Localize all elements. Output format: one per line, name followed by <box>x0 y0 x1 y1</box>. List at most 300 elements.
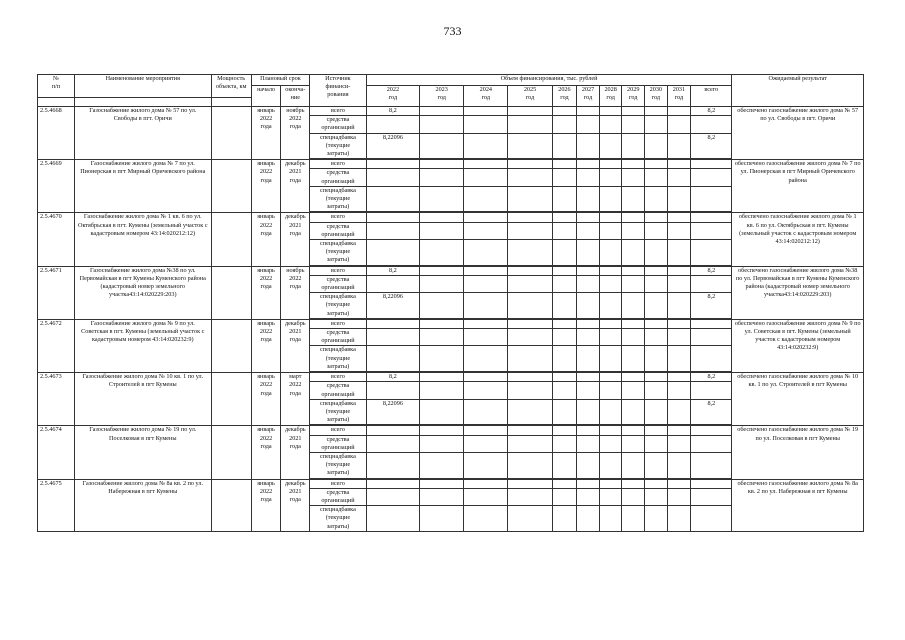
value-year-cell <box>552 435 577 452</box>
value-year-cell <box>508 373 552 382</box>
value-year-cell <box>645 133 668 159</box>
value-year-cell <box>577 160 600 169</box>
value-year-cell <box>420 329 464 346</box>
row-end: декабрь 2021 года <box>281 213 310 266</box>
header-source: Источник финанси- рования <box>310 75 366 107</box>
value-year-cell <box>366 382 419 399</box>
value-year-cell <box>508 275 552 292</box>
value-year-cell <box>464 329 508 346</box>
value-year-cell <box>366 169 419 186</box>
row-end: декабрь 2021 года <box>281 319 310 372</box>
value-year-cell <box>420 435 464 452</box>
value-2022-special <box>366 506 419 532</box>
value-year-cell <box>667 426 691 435</box>
value-year-cell <box>366 222 419 239</box>
value-year-cell <box>508 240 552 266</box>
value-year-cell <box>464 373 508 382</box>
value-2022-total: 8,2 <box>366 266 419 275</box>
row-num: 2.5.4675 <box>38 479 75 532</box>
row-result: обеспечено газоснабжение жилого дома № 7 по ул. Пионерская в пгт Мирный Оричевского района <box>732 160 864 213</box>
row-end: декабрь 2021 года <box>281 160 310 213</box>
value-year-cell <box>420 506 464 532</box>
value-year-cell <box>464 382 508 399</box>
value-sum-total: 8,2 <box>691 107 732 116</box>
value-year-cell <box>464 169 508 186</box>
value-year-cell <box>645 213 668 222</box>
source-total: всего <box>310 160 366 169</box>
table-header <box>38 75 864 107</box>
value-2022-special <box>366 240 419 266</box>
value-year-cell <box>622 346 645 372</box>
value-year-cell <box>464 426 508 435</box>
value-year-cell <box>667 382 691 399</box>
value-year-cell <box>645 426 668 435</box>
value-year-cell <box>599 329 622 346</box>
value-year-cell <box>691 435 732 452</box>
value-year-cell <box>577 488 600 505</box>
value-year-cell <box>552 426 577 435</box>
value-year-cell <box>622 506 645 532</box>
row-name: Газоснабжение жилого дома № 7 по ул. Пионерская в пгт Мирный Оричевского района <box>74 160 211 213</box>
value-2022-total: 8,2 <box>366 107 419 116</box>
row-num: 2.5.4670 <box>38 213 75 266</box>
value-year-cell <box>667 329 691 346</box>
value-year-cell <box>667 488 691 505</box>
source-special: спецнадбавка (текущие затраты) <box>310 452 366 478</box>
value-year-cell <box>645 186 668 212</box>
value-year-cell <box>622 293 645 319</box>
value-year-cell <box>508 435 552 452</box>
value-year-cell <box>552 116 577 133</box>
value-2022-special <box>366 186 419 212</box>
row-end: ноябрь 2022 года <box>281 107 310 160</box>
value-year-cell <box>645 116 668 133</box>
source-total: всего <box>310 266 366 275</box>
value-year-cell <box>599 116 622 133</box>
header-year-2024: 2024 год <box>464 86 508 107</box>
value-year-cell <box>464 186 508 212</box>
value-year-cell <box>552 452 577 478</box>
source-org: средства организаций <box>310 329 366 346</box>
value-year-cell <box>645 275 668 292</box>
value-2022-total <box>366 426 419 435</box>
row-end: декабрь 2021 года <box>281 426 310 479</box>
value-year-cell <box>645 266 668 275</box>
value-year-cell <box>645 382 668 399</box>
table-row <box>38 319 864 328</box>
value-year-cell <box>691 488 732 505</box>
value-year-cell <box>552 329 577 346</box>
value-year-cell <box>508 107 552 116</box>
value-year-cell <box>552 133 577 159</box>
value-year-cell <box>622 426 645 435</box>
value-year-cell <box>622 275 645 292</box>
row-start: январь 2022 года <box>251 373 281 426</box>
value-sum-total <box>691 426 732 435</box>
row-name: Газоснабжение жилого дома № 57 по ул. Свободы в пгт. Оричи <box>74 107 211 160</box>
value-year-cell <box>599 240 622 266</box>
header-year-2026: 2026 год <box>552 86 577 107</box>
source-total: всего <box>310 107 366 116</box>
value-2022-total <box>366 160 419 169</box>
value-year-cell <box>599 160 622 169</box>
value-year-cell <box>464 452 508 478</box>
source-special: спецнадбавка (текущие затраты) <box>310 293 366 319</box>
value-year-cell <box>508 488 552 505</box>
value-year-cell <box>508 169 552 186</box>
value-year-cell <box>420 266 464 275</box>
row-num: 2.5.4669 <box>38 160 75 213</box>
row-capacity <box>211 160 251 213</box>
value-year-cell <box>645 488 668 505</box>
row-name: Газоснабжение жилого дома № 1 кв. 6 по ул. Октябрьская в пгт. Кумены (земельный участок с кадастровым номером 43:14:020212:12) <box>74 213 211 266</box>
value-year-cell <box>577 479 600 488</box>
value-year-cell <box>464 506 508 532</box>
value-year-cell <box>645 222 668 239</box>
source-org: средства организаций <box>310 169 366 186</box>
value-sum-total <box>691 319 732 328</box>
value-year-cell <box>577 222 600 239</box>
value-year-cell <box>599 213 622 222</box>
value-year-cell <box>420 186 464 212</box>
row-start: январь 2022 года <box>251 319 281 372</box>
header-year-2031: 2031 год <box>667 86 691 107</box>
value-year-cell <box>366 435 419 452</box>
value-year-cell <box>599 266 622 275</box>
value-sum-total: 8,2 <box>691 373 732 382</box>
value-year-cell <box>622 133 645 159</box>
value-year-cell <box>508 266 552 275</box>
row-start: январь 2022 года <box>251 426 281 479</box>
value-year-cell <box>464 213 508 222</box>
value-year-cell <box>464 240 508 266</box>
value-year-cell <box>366 329 419 346</box>
value-year-cell <box>599 426 622 435</box>
value-year-cell <box>667 107 691 116</box>
value-year-cell <box>599 293 622 319</box>
row-name: Газоснабжение жилого дома № 8а кв. 2 по ул. Набережная в пгт Кумены <box>74 479 211 532</box>
value-year-cell <box>420 373 464 382</box>
value-year-cell <box>420 222 464 239</box>
header-capacity: Мощность объекта, км <box>211 75 251 98</box>
value-year-cell <box>645 435 668 452</box>
header-year-2030: 2030 год <box>645 86 668 107</box>
row-capacity <box>211 213 251 266</box>
source-total: всего <box>310 373 366 382</box>
value-year-cell <box>622 169 645 186</box>
value-2022-special <box>366 452 419 478</box>
row-spacer <box>310 531 732 532</box>
value-year-cell <box>420 213 464 222</box>
value-year-cell <box>508 382 552 399</box>
value-year-cell <box>420 160 464 169</box>
value-sum-special: 8,2 <box>691 133 732 159</box>
value-year-cell <box>622 329 645 346</box>
value-year-cell <box>420 426 464 435</box>
value-year-cell <box>577 266 600 275</box>
value-year-cell <box>577 116 600 133</box>
value-sum-total <box>691 160 732 169</box>
table-row <box>38 373 864 382</box>
value-year-cell <box>464 275 508 292</box>
value-year-cell <box>599 222 622 239</box>
value-year-cell <box>599 435 622 452</box>
table-row <box>38 160 864 169</box>
value-year-cell <box>599 506 622 532</box>
header-result: Ожидаемый результат <box>732 75 864 107</box>
value-year-cell <box>645 399 668 425</box>
value-year-cell <box>464 488 508 505</box>
row-result: обеспечено газоснабжение жилого дома № 8а кв. 2 по ул. Набережная в пгт Кумены <box>732 479 864 532</box>
value-year-cell <box>420 452 464 478</box>
header-capacity-spacer <box>211 98 251 107</box>
value-year-cell <box>552 488 577 505</box>
value-year-cell <box>577 373 600 382</box>
header-total: всего <box>691 86 732 107</box>
value-year-cell <box>577 169 600 186</box>
value-year-cell <box>691 222 732 239</box>
value-year-cell <box>577 329 600 346</box>
value-year-cell <box>508 329 552 346</box>
value-year-cell <box>552 373 577 382</box>
value-year-cell <box>420 133 464 159</box>
row-result: обеспечено газоснабжение жилого дома № 9 по ул. Советская в пгт. Кумены (земельный участок с кадастровым номером 43:14:020232:9) <box>732 319 864 372</box>
row-num: 2.5.4668 <box>38 107 75 160</box>
value-year-cell <box>366 275 419 292</box>
value-year-cell <box>599 382 622 399</box>
value-year-cell <box>599 488 622 505</box>
value-year-cell <box>464 116 508 133</box>
value-year-cell <box>667 266 691 275</box>
header-name-spacer <box>74 98 211 107</box>
value-year-cell <box>645 319 668 328</box>
row-result: обеспечено газоснабжение жилого дома № 1 кв. 6 по ул. Октябрьская в пгт. Кумены (земельный участок с кадастровым номером 43:14:020212:12) <box>732 213 864 266</box>
value-year-cell <box>420 346 464 372</box>
value-year-cell <box>420 382 464 399</box>
value-year-cell <box>464 160 508 169</box>
value-year-cell <box>622 452 645 478</box>
value-year-cell <box>667 452 691 478</box>
value-year-cell <box>577 186 600 212</box>
source-special: спецнадбавка (текущие затраты) <box>310 506 366 532</box>
row-end: март 2022 года <box>281 373 310 426</box>
value-year-cell <box>667 293 691 319</box>
row-name: Газоснабжение жилого дома №38 по ул. Первомайская в пгт Кумены Куменского района (кадастровый номер земельного участка43:14:020229:203) <box>74 266 211 319</box>
value-year-cell <box>464 293 508 319</box>
row-capacity <box>211 373 251 426</box>
row-capacity <box>211 107 251 160</box>
value-year-cell <box>552 399 577 425</box>
value-year-cell <box>645 346 668 372</box>
value-2022-total <box>366 213 419 222</box>
value-year-cell <box>508 222 552 239</box>
source-org: средства организаций <box>310 116 366 133</box>
value-year-cell <box>622 488 645 505</box>
value-year-cell <box>645 169 668 186</box>
value-year-cell <box>420 293 464 319</box>
value-year-cell <box>552 222 577 239</box>
value-year-cell <box>464 346 508 372</box>
row-start: январь 2022 года <box>251 479 281 532</box>
row-num: 2.5.4674 <box>38 426 75 479</box>
row-result: обеспечено газоснабжение жилого дома № 57 по ул. Свободы в пгт. Оричи <box>732 107 864 160</box>
value-2022-special: 8,22096 <box>366 399 419 425</box>
value-year-cell <box>420 319 464 328</box>
value-sum-total <box>691 479 732 488</box>
value-year-cell <box>622 399 645 425</box>
source-total: всего <box>310 426 366 435</box>
value-year-cell <box>577 133 600 159</box>
value-year-cell <box>599 399 622 425</box>
source-org: средства организаций <box>310 222 366 239</box>
row-start: январь 2022 года <box>251 160 281 213</box>
value-year-cell <box>645 160 668 169</box>
table-row <box>38 479 864 488</box>
value-year-cell <box>464 222 508 239</box>
value-year-cell <box>599 107 622 116</box>
value-year-cell <box>464 319 508 328</box>
value-year-cell <box>599 373 622 382</box>
value-year-cell <box>577 240 600 266</box>
value-year-cell <box>622 186 645 212</box>
value-sum-special <box>691 346 732 372</box>
value-year-cell <box>645 506 668 532</box>
row-num: 2.5.4671 <box>38 266 75 319</box>
table-row <box>38 266 864 275</box>
value-2022-total <box>366 319 419 328</box>
value-year-cell <box>691 329 732 346</box>
value-year-cell <box>420 107 464 116</box>
value-year-cell <box>420 116 464 133</box>
header-term: Плановый срок <box>251 75 310 86</box>
page-number: 733 <box>443 24 462 38</box>
value-year-cell <box>552 107 577 116</box>
header-name: Наименование мероприятия <box>74 75 211 98</box>
table-row <box>38 426 864 435</box>
value-year-cell <box>508 399 552 425</box>
value-year-cell <box>691 116 732 133</box>
row-result: обеспечено газоснабжение жилого дома №38 по ул. Первомайская в пгт Кумены Куменского района (кадастровый номер земельного участка43:14:020229:203) <box>732 266 864 319</box>
value-year-cell <box>508 426 552 435</box>
value-year-cell <box>599 319 622 328</box>
value-year-cell <box>552 160 577 169</box>
value-year-cell <box>645 373 668 382</box>
row-num: 2.5.4672 <box>38 319 75 372</box>
value-year-cell <box>552 275 577 292</box>
value-year-cell <box>667 346 691 372</box>
value-year-cell <box>420 169 464 186</box>
source-special: спецнадбавка (текущие затраты) <box>310 346 366 372</box>
source-special: спецнадбавка (текущие затраты) <box>310 240 366 266</box>
value-year-cell <box>645 240 668 266</box>
financing-table <box>37 74 864 532</box>
value-year-cell <box>577 435 600 452</box>
value-year-cell <box>508 213 552 222</box>
value-year-cell <box>508 452 552 478</box>
row-start: январь 2022 года <box>251 107 281 160</box>
value-year-cell <box>599 186 622 212</box>
row-capacity <box>211 319 251 372</box>
value-year-cell <box>366 488 419 505</box>
value-sum-special: 8,2 <box>691 399 732 425</box>
row-result: обеспечено газоснабжение жилого дома № 19 по ул. Поселковая в пгт Кумены <box>732 426 864 479</box>
row-end: декабрь 2021 года <box>281 479 310 532</box>
value-year-cell <box>464 399 508 425</box>
header-year-2025: 2025 год <box>508 86 552 107</box>
value-year-cell <box>645 479 668 488</box>
source-special: спецнадбавка (текущие затраты) <box>310 399 366 425</box>
value-year-cell <box>599 275 622 292</box>
value-year-cell <box>622 160 645 169</box>
row-capacity <box>211 266 251 319</box>
value-year-cell <box>667 222 691 239</box>
value-year-cell <box>577 346 600 372</box>
value-year-cell <box>667 116 691 133</box>
header-year-2027: 2027 год <box>577 86 600 107</box>
value-year-cell <box>464 266 508 275</box>
header-term-start: начало <box>251 86 281 107</box>
value-year-cell <box>552 213 577 222</box>
value-year-cell <box>667 435 691 452</box>
value-year-cell <box>622 435 645 452</box>
value-year-cell <box>645 452 668 478</box>
row-capacity <box>211 426 251 479</box>
value-year-cell <box>667 373 691 382</box>
value-year-cell <box>691 275 732 292</box>
value-year-cell <box>420 240 464 266</box>
value-year-cell <box>645 107 668 116</box>
value-year-cell <box>622 222 645 239</box>
value-year-cell <box>577 293 600 319</box>
row-num: 2.5.4673 <box>38 373 75 426</box>
value-year-cell <box>508 506 552 532</box>
value-sum-special <box>691 186 732 212</box>
header-term-end: оконча- ние <box>281 86 310 107</box>
value-year-cell <box>552 479 577 488</box>
value-year-cell <box>667 160 691 169</box>
value-year-cell <box>464 107 508 116</box>
value-year-cell <box>552 266 577 275</box>
value-year-cell <box>577 275 600 292</box>
value-year-cell <box>464 133 508 159</box>
value-sum-special <box>691 506 732 532</box>
source-org: средства организаций <box>310 275 366 292</box>
source-total: всего <box>310 479 366 488</box>
row-start: январь 2022 года <box>251 266 281 319</box>
value-year-cell <box>667 186 691 212</box>
value-year-cell <box>420 479 464 488</box>
value-year-cell <box>366 116 419 133</box>
value-year-cell <box>508 133 552 159</box>
value-year-cell <box>420 275 464 292</box>
row-name: Газоснабжение жилого дома № 10 кв. 1 по ул. Строителей в пгт Кумены <box>74 373 211 426</box>
value-year-cell <box>577 506 600 532</box>
source-special: спецнадбавка (текущие затраты) <box>310 186 366 212</box>
source-org: средства организаций <box>310 435 366 452</box>
value-year-cell <box>667 506 691 532</box>
value-year-cell <box>622 240 645 266</box>
value-year-cell <box>508 319 552 328</box>
value-year-cell <box>552 169 577 186</box>
value-year-cell <box>552 319 577 328</box>
value-year-cell <box>577 213 600 222</box>
value-year-cell <box>464 479 508 488</box>
value-year-cell <box>508 293 552 319</box>
table-body <box>38 107 864 532</box>
value-year-cell <box>667 240 691 266</box>
value-year-cell <box>577 319 600 328</box>
value-year-cell <box>645 293 668 319</box>
